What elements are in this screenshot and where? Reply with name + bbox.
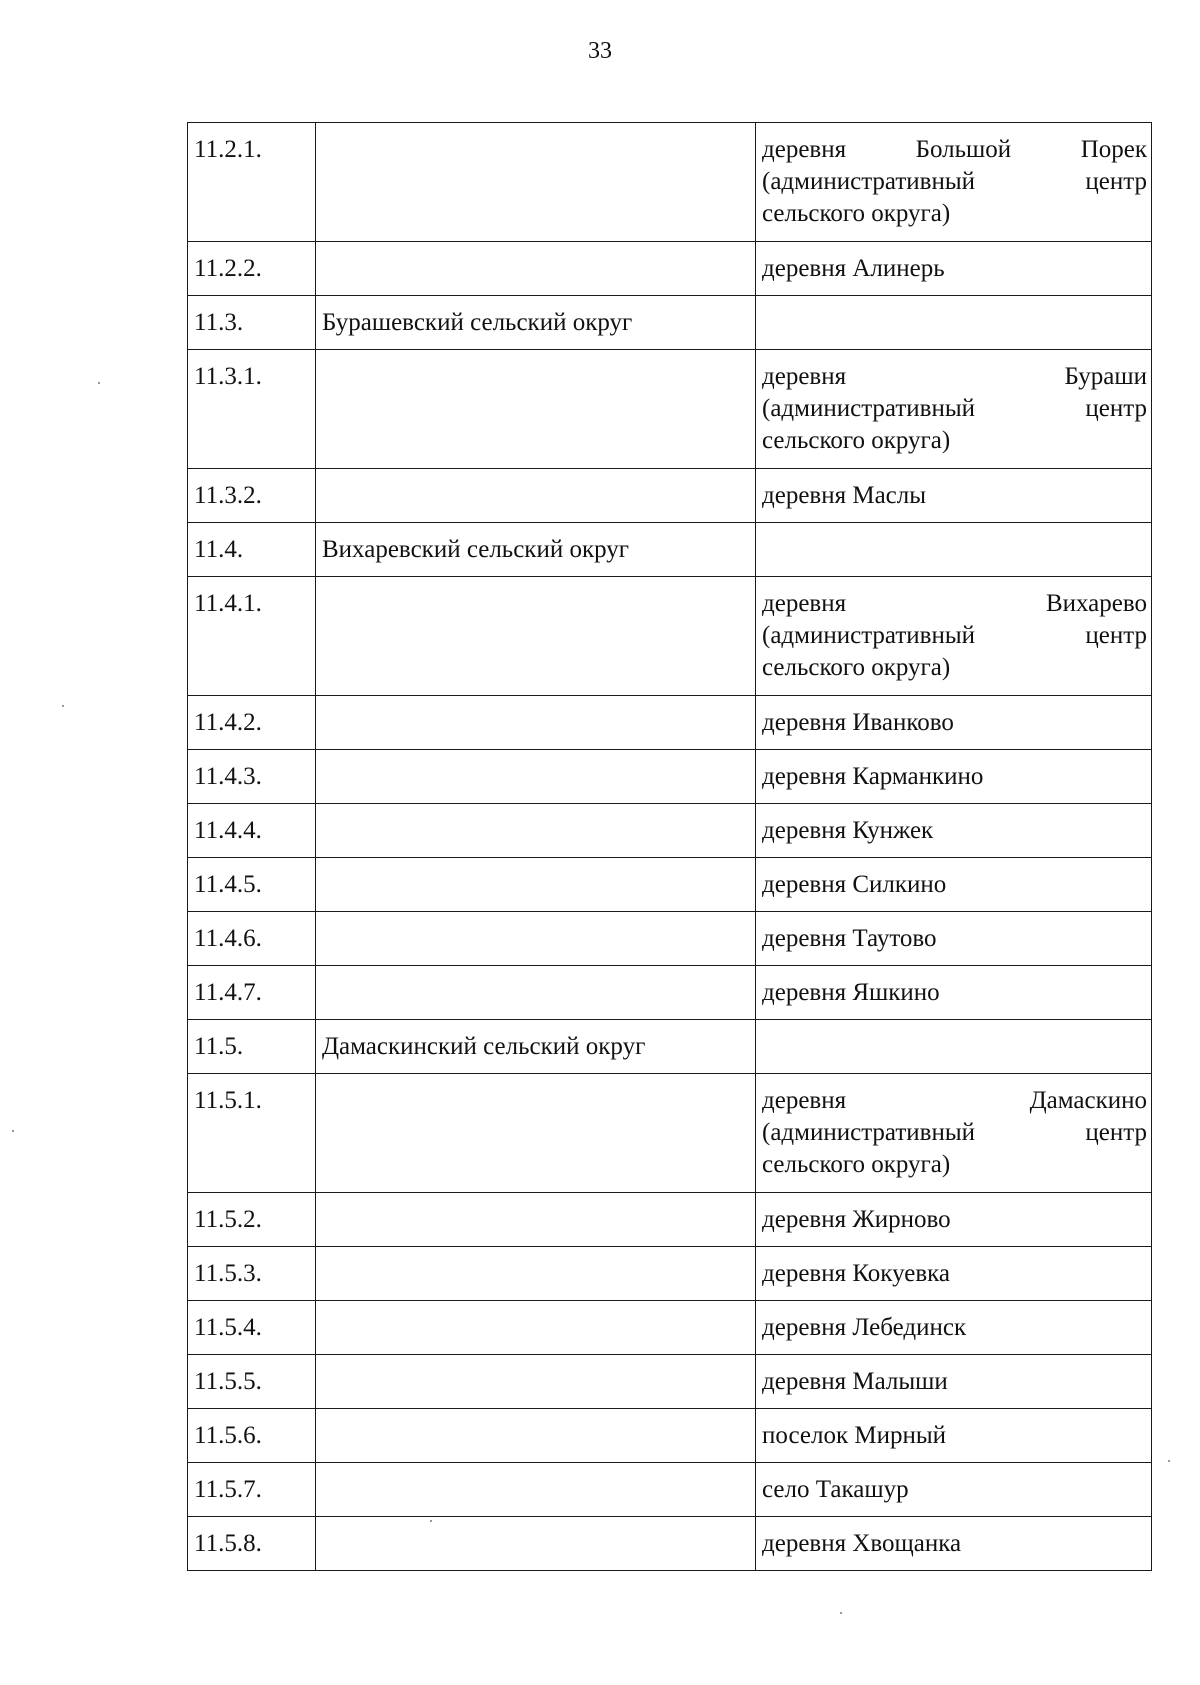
table-row — [188, 242, 1152, 296]
settlement-name: деревня Яшкино — [756, 966, 1152, 1020]
district-name — [316, 350, 756, 469]
district-name: Бурашевский сельский округ — [316, 296, 756, 350]
table-row — [188, 1247, 1152, 1301]
scan-speck — [12, 1130, 14, 1132]
district-name — [316, 858, 756, 912]
district-name: Дамаскинский сельский округ — [316, 1020, 756, 1074]
settlement-name: деревня Жирново — [756, 1193, 1152, 1247]
table-row — [188, 696, 1152, 750]
settlement-name: деревня Силкино — [756, 858, 1152, 912]
row-number: 11.4.1. — [188, 577, 316, 696]
scan-speck — [840, 1612, 842, 1614]
row-number: 11.4.6. — [188, 912, 316, 966]
table-row — [188, 912, 1152, 966]
district-name — [316, 804, 756, 858]
table-row — [188, 1074, 1152, 1193]
table-row — [188, 858, 1152, 912]
district-name — [316, 696, 756, 750]
table-row — [188, 1301, 1152, 1355]
settlement-name: деревня Хвощанка — [756, 1517, 1152, 1571]
district-name: Вихаревский сельский округ — [316, 523, 756, 577]
table-row — [188, 469, 1152, 523]
table-row — [188, 1463, 1152, 1517]
settlement-name: деревня Маслы — [756, 469, 1152, 523]
row-number: 11.4.7. — [188, 966, 316, 1020]
scan-speck — [62, 705, 64, 707]
settlement-name: село Такашур — [756, 1463, 1152, 1517]
district-name — [316, 1355, 756, 1409]
table-row — [188, 1193, 1152, 1247]
row-number: 11.4.3. — [188, 750, 316, 804]
table-row — [188, 750, 1152, 804]
scan-speck — [430, 1520, 432, 1522]
settlement-name: деревня Вихарево (административный центр сельского округа) — [756, 577, 1152, 696]
row-number: 11.5.5. — [188, 1355, 316, 1409]
district-name — [316, 1247, 756, 1301]
district-name — [316, 242, 756, 296]
district-name — [316, 1463, 756, 1517]
row-number: 11.4.4. — [188, 804, 316, 858]
table-row — [188, 1409, 1152, 1463]
settlement-name — [756, 296, 1152, 350]
row-number: 11.2.1. — [188, 123, 316, 242]
district-name — [316, 966, 756, 1020]
row-number: 11.3.1. — [188, 350, 316, 469]
row-number: 11.5. — [188, 1020, 316, 1074]
settlement-name: деревня Большой Порек (административный центр сельского округа) — [756, 123, 1152, 242]
settlement-name: деревня Малыши — [756, 1355, 1152, 1409]
table-row — [188, 1020, 1152, 1074]
scan-speck — [98, 382, 100, 384]
row-number: 11.4.5. — [188, 858, 316, 912]
table-row — [188, 523, 1152, 577]
table-row — [188, 296, 1152, 350]
table-row — [188, 966, 1152, 1020]
settlement-name: деревня Кокуевка — [756, 1247, 1152, 1301]
district-name — [316, 577, 756, 696]
table-row — [188, 123, 1152, 242]
row-number: 11.5.8. — [188, 1517, 316, 1571]
settlement-name: деревня Иванково — [756, 696, 1152, 750]
row-number: 11.4. — [188, 523, 316, 577]
scan-speck — [1168, 1460, 1170, 1462]
settlement-name: поселок Мирный — [756, 1409, 1152, 1463]
district-name — [316, 1301, 756, 1355]
row-number: 11.5.3. — [188, 1247, 316, 1301]
settlement-name: деревня Карманкино — [756, 750, 1152, 804]
row-number: 11.5.2. — [188, 1193, 316, 1247]
settlement-name — [756, 523, 1152, 577]
district-name — [316, 1517, 756, 1571]
district-name — [316, 123, 756, 242]
row-number: 11.5.1. — [188, 1074, 316, 1193]
settlement-name — [756, 1020, 1152, 1074]
settlement-name: деревня Лебединск — [756, 1301, 1152, 1355]
row-number: 11.5.4. — [188, 1301, 316, 1355]
settlement-name: деревня Бураши (административный центр сельского округа) — [756, 350, 1152, 469]
district-name — [316, 1074, 756, 1193]
table-row — [188, 804, 1152, 858]
settlements-table — [187, 122, 1152, 1571]
row-number: 11.2.2. — [188, 242, 316, 296]
settlement-name: деревня Алинерь — [756, 242, 1152, 296]
page-number: 33 — [588, 38, 612, 64]
district-name — [316, 1193, 756, 1247]
table-row — [188, 1517, 1152, 1571]
row-number: 11.3. — [188, 296, 316, 350]
district-name — [316, 750, 756, 804]
settlement-name: деревня Таутово — [756, 912, 1152, 966]
district-name — [316, 912, 756, 966]
table-row — [188, 1355, 1152, 1409]
district-name — [316, 1409, 756, 1463]
row-number: 11.5.6. — [188, 1409, 316, 1463]
district-name — [316, 469, 756, 523]
table-row — [188, 350, 1152, 469]
settlement-name: деревня Дамаскино (административный центр сельского округа) — [756, 1074, 1152, 1193]
table-row — [188, 577, 1152, 696]
row-number: 11.3.2. — [188, 469, 316, 523]
settlement-name: деревня Кунжек — [756, 804, 1152, 858]
row-number: 11.5.7. — [188, 1463, 316, 1517]
row-number: 11.4.2. — [188, 696, 316, 750]
